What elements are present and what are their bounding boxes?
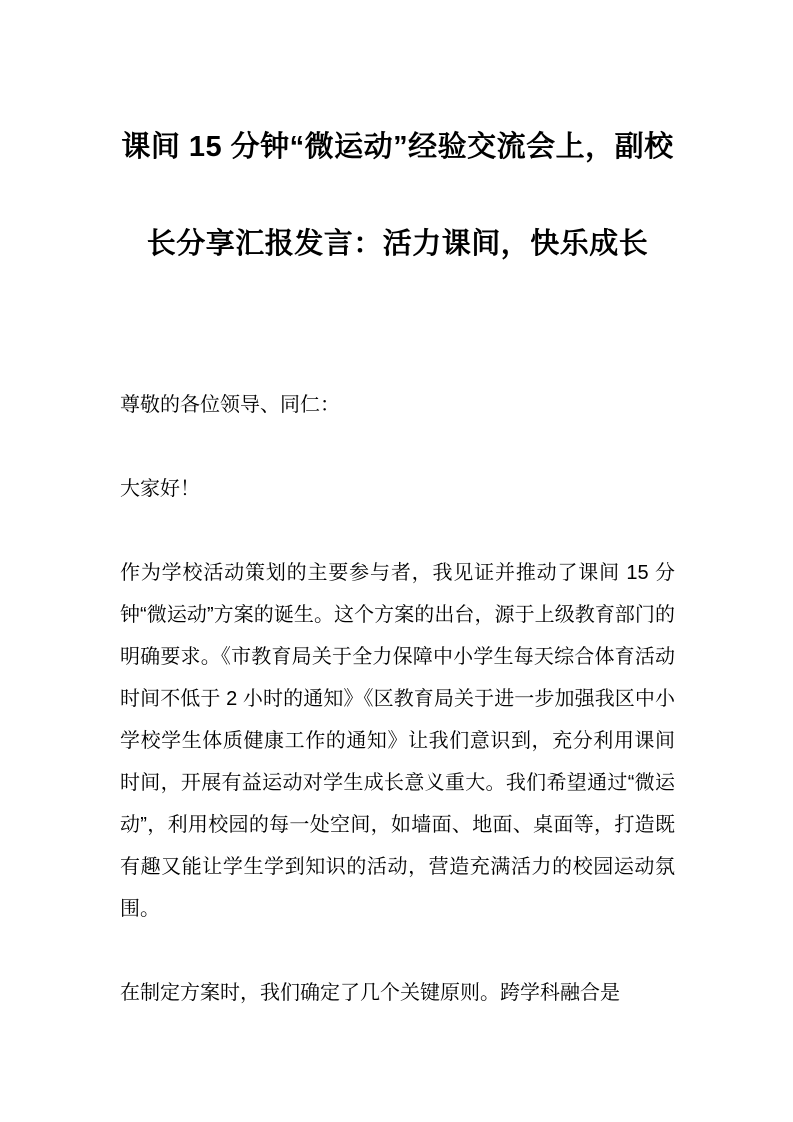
document-body [0,384,793,1014]
document-title [0,99,793,293]
paragraph-salutation: 尊敬的各位领导、同仁： [120,394,340,416]
paragraph-plan-background: 作为学校活动策划的主要参与者，我见证并推动了课间 15 分钟“微运动”方案的诞生。这个方案的出台，源于上级教育部门的明确要求。《市教育局关于全力保障中小学生每天综合体育活动时间不低于 2 小时的通知》《区教育局关于进一步加强我区中小学校学生体质健康工作的通知》让我们意识到，充分利用课间时间，开展有益运动对学生成长意义重大。我们希望通过“微运动”，利用校园的每一处空间，如墙面、地面、桌面等，打造既有趣又能让学生学到知识的活动，营造充满活力的校园运动氛围。 [120,562,675,920]
paragraph-greeting: 大家好！ [120,478,200,500]
title-line-1: 课间 15 分钟“微运动”经验交流会上，副校 [121,131,674,163]
title-line-2: 长分享汇报发言：活力课间，快乐成长 [146,228,649,260]
paragraph-key-principles: 在制定方案时，我们确定了几个关键原则。跨学科融合是 [120,982,620,1004]
